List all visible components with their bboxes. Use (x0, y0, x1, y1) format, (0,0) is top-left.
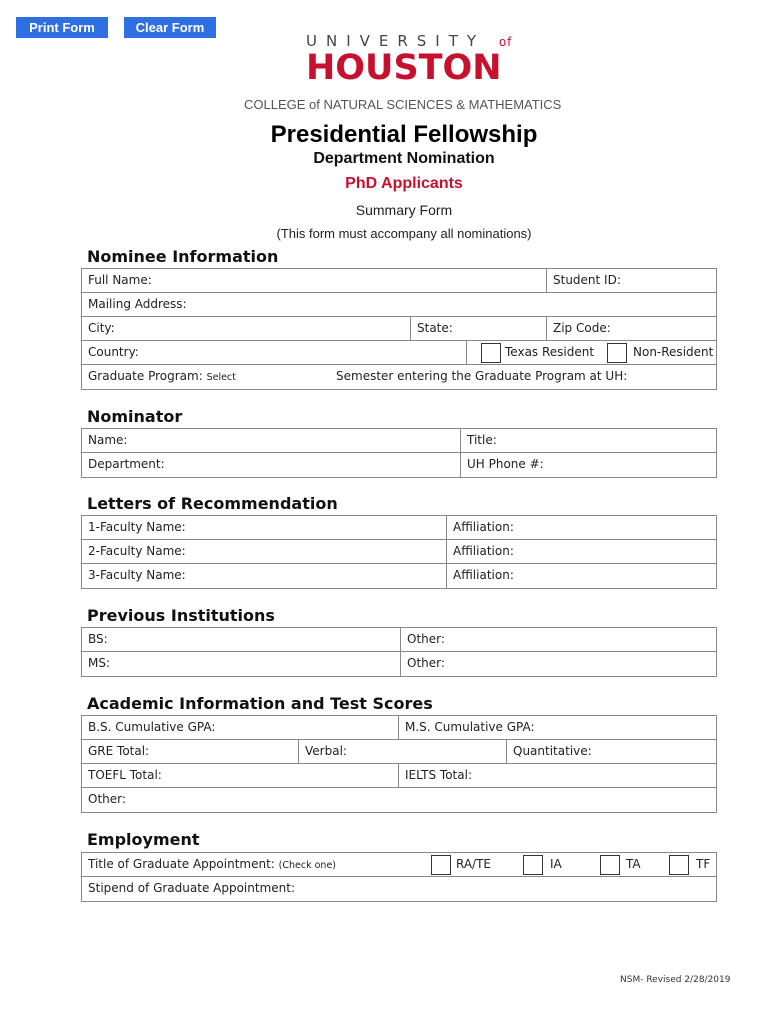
ta-label: TA (626, 857, 641, 871)
subtitle-phd-applicants: PhD Applicants (345, 175, 463, 192)
appointment-title-label: Title of Graduate Appointment: (88, 857, 275, 871)
check-one-note: (Check one) (278, 860, 337, 871)
country-label: Country: (88, 345, 139, 359)
row-faculty-1 (82, 516, 716, 540)
ra-te-checkbox[interactable] (431, 855, 451, 875)
row-country (82, 341, 716, 365)
semester-field[interactable] (330, 365, 716, 389)
subtitle-summary-form: Summary Form (355, 202, 453, 218)
row-ms (82, 652, 716, 676)
row-full-name (82, 269, 716, 293)
ms-label: MS: (88, 656, 111, 670)
nominator-title-label: Title: (467, 433, 497, 447)
print-form-button[interactable]: Print Form (16, 17, 108, 38)
row-nominator-department (82, 453, 716, 477)
faculty-2-label: 2-Faculty Name: (88, 544, 186, 558)
page-title: Presidential Fellowship (270, 121, 538, 148)
zip-code-field[interactable] (546, 317, 716, 340)
letters-heading: Letters of Recommendation (87, 494, 338, 513)
nominator-title-field[interactable] (460, 429, 716, 452)
institutions-heading: Previous Institutions (87, 606, 275, 625)
academic-grid (81, 715, 717, 813)
non-resident-checkbox[interactable] (607, 343, 627, 363)
row-mailing-address (82, 293, 716, 317)
non-resident-label: Non-Resident (633, 345, 714, 359)
ra-te-label: RA/TE (456, 857, 492, 871)
tf-label: TF (696, 857, 711, 871)
texas-resident-label: Texas Resident (505, 345, 595, 359)
city-field[interactable] (82, 317, 410, 340)
uh-phone-field[interactable] (460, 453, 716, 477)
row-nominator-name (82, 429, 716, 453)
department-label: Department: (88, 457, 165, 471)
revision-note: NSM- Revised 2/28/2019 (620, 975, 731, 985)
faculty-2-affiliation-field[interactable] (446, 540, 716, 563)
faculty-3-label: 3-Faculty Name: (88, 568, 186, 582)
row-graduate-program (82, 365, 716, 389)
row-other (82, 788, 716, 812)
row-faculty-2 (82, 540, 716, 564)
quantitative-field[interactable] (506, 740, 716, 763)
ms-gpa-field[interactable] (398, 716, 716, 739)
zip-code-label: Zip Code: (553, 321, 611, 335)
ms-other-label: Other: (407, 656, 445, 670)
faculty-2-name-field[interactable] (82, 540, 446, 563)
gre-total-field[interactable] (82, 740, 298, 763)
toefl-field[interactable] (82, 764, 398, 787)
affiliation-3-label: Affiliation: (453, 568, 514, 582)
bs-other-label: Other: (407, 632, 445, 646)
bs-other-field[interactable] (400, 628, 716, 651)
row-appointment (82, 853, 716, 877)
ms-gpa-label: M.S. Cumulative GPA: (405, 720, 535, 734)
institutions-grid (81, 627, 717, 677)
academic-heading: Academic Information and Test Scores (87, 694, 433, 713)
tf-checkbox[interactable] (669, 855, 689, 875)
ielts-label: IELTS Total: (405, 768, 472, 782)
faculty-1-name-field[interactable] (82, 516, 446, 539)
semester-label: Semester entering the Graduate Program at UH: (336, 369, 628, 383)
academic-other-label: Other: (88, 792, 126, 806)
ms-other-field[interactable] (400, 652, 716, 676)
row-toefl (82, 764, 716, 788)
nominator-heading: Nominator (87, 407, 183, 426)
academic-other-field[interactable] (82, 788, 716, 812)
toefl-label: TOEFL Total: (88, 768, 162, 782)
mailing-address-label: Mailing Address: (88, 297, 187, 311)
row-city (82, 317, 716, 341)
graduate-program-label: Graduate Program: (88, 369, 203, 383)
stipend-field[interactable] (82, 877, 716, 901)
nominator-name-label: Name: (88, 433, 128, 447)
row-stipend (82, 877, 716, 901)
faculty-3-affiliation-field[interactable] (446, 564, 716, 588)
ta-checkbox[interactable] (600, 855, 620, 875)
nominee-heading: Nominee Information (87, 247, 279, 266)
quantitative-label: Quantitative: (513, 744, 592, 758)
texas-resident-checkbox[interactable] (481, 343, 501, 363)
nominee-grid (81, 268, 717, 390)
state-field[interactable] (410, 317, 546, 340)
row-bs (82, 628, 716, 652)
student-id-field[interactable] (546, 269, 716, 292)
bs-field[interactable] (82, 628, 400, 651)
subtitle-department-nomination: Department Nomination (313, 150, 495, 167)
full-name-field[interactable] (82, 269, 546, 292)
graduate-program-field (82, 365, 332, 389)
stipend-label: Stipend of Graduate Appointment: (88, 881, 295, 895)
form-note: (This form must accompany all nominations) (276, 226, 532, 241)
logo-of-text: of (498, 35, 513, 49)
faculty-1-affiliation-field[interactable] (446, 516, 716, 539)
city-label: City: (88, 321, 115, 335)
graduate-program-select[interactable]: Select (206, 372, 236, 383)
faculty-1-label: 1-Faculty Name: (88, 520, 186, 534)
mailing-address-field[interactable] (82, 293, 716, 316)
bs-label: BS: (88, 632, 108, 646)
college-name: COLLEGE of NATURAL SCIENCES & MATHEMATICS (244, 97, 562, 112)
letters-grid (81, 515, 717, 589)
verbal-label: Verbal: (305, 744, 347, 758)
verbal-field[interactable] (298, 740, 506, 763)
bs-gpa-label: B.S. Cumulative GPA: (88, 720, 216, 734)
row-gre (82, 740, 716, 764)
logo-university-text: UNIVERSITY (306, 32, 486, 50)
appointment-title-cell (82, 853, 422, 876)
employment-grid (81, 852, 717, 902)
faculty-3-name-field[interactable] (82, 564, 446, 588)
ia-checkbox[interactable] (523, 855, 543, 875)
clear-form-button[interactable]: Clear Form (124, 17, 216, 38)
student-id-label: Student ID: (553, 273, 621, 287)
row-faculty-3 (82, 564, 716, 588)
nominator-name-field[interactable] (82, 429, 460, 452)
country-field[interactable] (82, 341, 466, 364)
row-gpa (82, 716, 716, 740)
bs-gpa-field[interactable] (82, 716, 398, 739)
ms-field[interactable] (82, 652, 400, 676)
nominator-grid (81, 428, 717, 478)
university-logo-main: HOUSTON (306, 48, 502, 88)
department-field[interactable] (82, 453, 460, 477)
state-label: State: (417, 321, 453, 335)
employment-heading: Employment (87, 830, 200, 849)
affiliation-2-label: Affiliation: (453, 544, 514, 558)
uh-phone-label: UH Phone #: (467, 457, 544, 471)
affiliation-1-label: Affiliation: (453, 520, 514, 534)
full-name-label: Full Name: (88, 273, 152, 287)
gre-total-label: GRE Total: (88, 744, 150, 758)
ia-label: IA (550, 857, 562, 871)
residency-cell (466, 341, 716, 364)
ielts-field[interactable] (398, 764, 716, 787)
